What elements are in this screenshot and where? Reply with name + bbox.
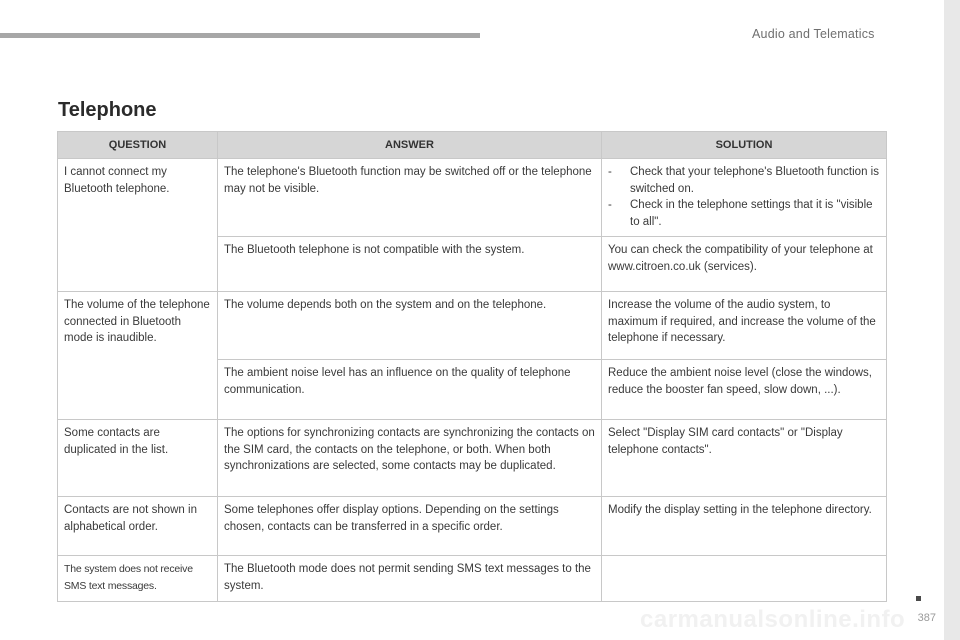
- question-cell: Some contacts are duplicated in the list.: [58, 420, 218, 497]
- page-edge-strip: [944, 0, 960, 640]
- table-row: [58, 292, 887, 360]
- table-row: [58, 420, 887, 497]
- answer-cell: Some telephones offer display options. Depending on the settings chosen, contacts can be transferred in a specific order.: [218, 497, 602, 556]
- top-rule: [0, 33, 480, 38]
- chapter-title: Audio and Telematics: [752, 27, 875, 41]
- question-cell: The system does not receive SMS text messages.: [58, 556, 218, 602]
- solution-cell: Increase the volume of the audio system, to maximum if required, and increase the volume of the telephone if necessary.: [602, 292, 887, 360]
- table-row: [58, 556, 887, 602]
- faq-table: [57, 131, 887, 602]
- solution-list: [608, 164, 880, 230]
- section-title: Telephone: [58, 99, 157, 121]
- watermark-text: carmanualsonline.info: [640, 606, 906, 633]
- column-header-question: QUESTION: [58, 132, 218, 159]
- answer-cell: The ambient noise level has an influence on the quality of telephone communication.: [218, 360, 602, 420]
- solution-list-item: - Check that your telephone's Bluetooth function is switched on.: [608, 164, 880, 197]
- column-header-answer: ANSWER: [218, 132, 602, 159]
- solution-list-item: - Check in the telephone settings that it is "visible to all".: [608, 197, 880, 230]
- question-cell: I cannot connect my Bluetooth telephone.: [58, 159, 218, 292]
- page-number: 387: [917, 612, 936, 624]
- answer-cell: The volume depends both on the system and on the telephone.: [218, 292, 602, 360]
- answer-cell: The options for synchronizing contacts are synchronizing the contacts on the SIM card, the contacts on the telephone, or both. When both synchronizations are selected, some contacts may be duplicated.: [218, 420, 602, 497]
- solution-cell: You can check the compatibility of your telephone at www.citroen.co.uk (services).: [602, 237, 887, 292]
- question-cell: Contacts are not shown in alphabetical order.: [58, 497, 218, 556]
- table-row: [58, 159, 887, 237]
- table-header-row: [58, 132, 887, 159]
- answer-cell: The Bluetooth mode does not permit sending SMS text messages to the system.: [218, 556, 602, 602]
- table-row: [58, 497, 887, 556]
- solution-cell: Modify the display setting in the telephone directory.: [602, 497, 887, 556]
- question-cell: The volume of the telephone connected in Bluetooth mode is inaudible.: [58, 292, 218, 420]
- solution-cell: Select "Display SIM card contacts" or "Display telephone contacts".: [602, 420, 887, 497]
- solution-cell: Reduce the ambient noise level (close the windows, reduce the booster fan speed, slow down, ...).: [602, 360, 887, 420]
- solution-cell: [602, 556, 887, 602]
- answer-cell: The telephone's Bluetooth function may be switched off or the telephone may not be visible.: [218, 159, 602, 237]
- page-marker-square: [916, 596, 921, 601]
- answer-cell: The Bluetooth telephone is not compatible with the system.: [218, 237, 602, 292]
- solution-cell: [602, 159, 887, 237]
- column-header-solution: SOLUTION: [602, 132, 887, 159]
